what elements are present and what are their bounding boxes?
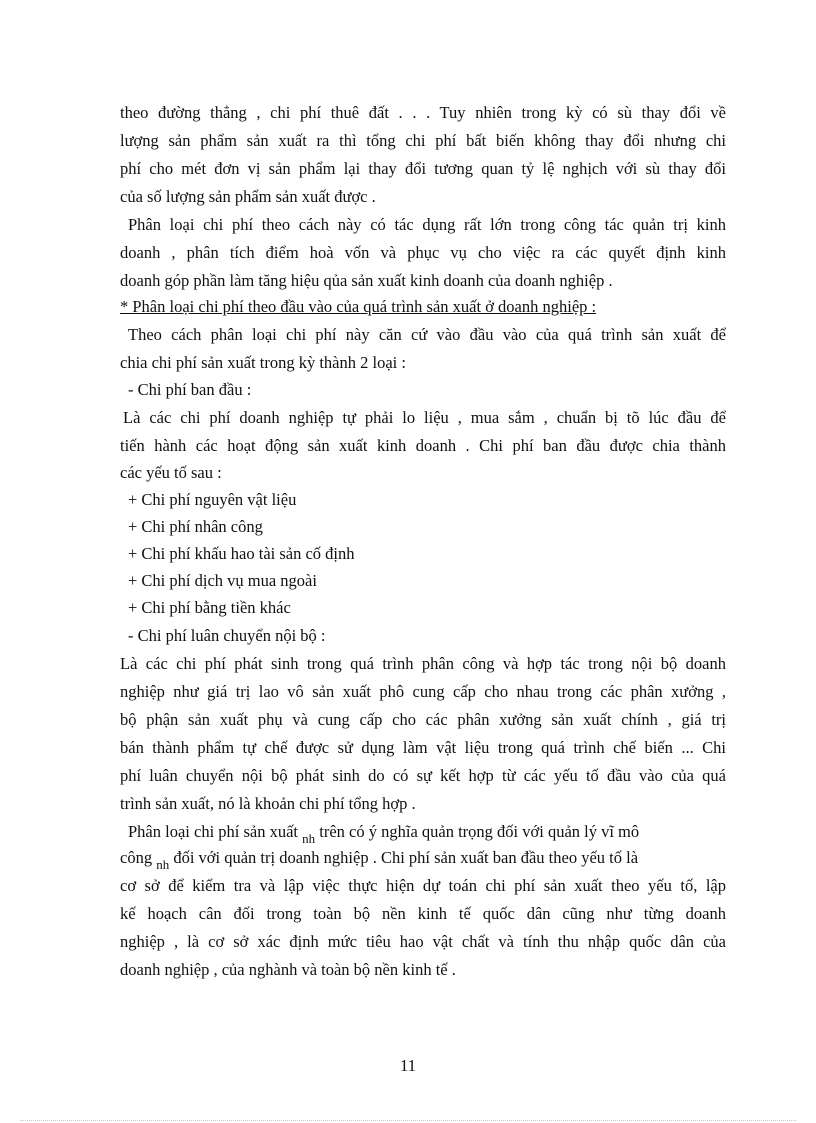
list-item: + Chi phí khấu hao tài sản cố định: [128, 544, 355, 563]
text-span: trên có ý nghĩa quản trọng đối với quản lý vĩ mô: [315, 822, 640, 841]
text-line: lượng sản phẩm sản xuất ra thì tổng chi phí bất biến không thay đổi nhưng chi: [120, 131, 726, 150]
list-item: + Chi phí nhân công: [128, 517, 263, 536]
text-line: Là các chi phí doanh nghiệp tự phải lo liệu , mua sắm , chuẩn bị tõ lúc đầu để: [123, 408, 726, 427]
list-item: + Chi phí nguyên vật liệu: [128, 490, 297, 509]
text-line: trình sản xuất, nó là khoản chi phí tổng hợp .: [120, 794, 416, 813]
page-number: 11: [399, 1056, 417, 1075]
text-line: Là các chi phí phát sinh trong quá trình phân công và hợp tác trong nội bộ doanh: [120, 654, 726, 673]
text-line: Theo cách phân loại chi phí này căn cứ vào đầu vào của quá trình sản xuất để: [128, 325, 726, 344]
list-heading: - Chi phí ban đầu :: [128, 380, 252, 399]
footer-divider: [20, 1120, 796, 1121]
text-line: doanh nghiệp , của nghành và toàn bộ nền kinh tế .: [120, 960, 456, 979]
text-line: phí luân chuyển nội bộ phát sinh do có sự kết hợp từ các yếu tố đầu vào của quá: [120, 766, 726, 785]
text-span: công: [120, 848, 153, 867]
text-line: nghiệp như giá trị lao vô sản xuất phô cung cấp cho nhau trong các phân xưởng ,: [120, 682, 726, 701]
text-line: doanh , phân tích điểm hoà vốn và phục vụ cho việc ra các quyết định kinh: [120, 243, 726, 262]
text-line: các yếu tố sau :: [120, 463, 222, 482]
text-line-with-subscript: [128, 818, 726, 845]
list-item: + Chi phí dịch vụ mua ngoài: [128, 571, 317, 590]
text-line: tiến hành các hoạt động sản xuất kinh doanh . Chi phí ban đầu được chia thành: [120, 436, 726, 455]
text-line: kế hoạch cân đối trong toàn bộ nền kinh tế quốc dân cũng như từng doanh: [120, 904, 726, 923]
text-line: cơ sở để kiểm tra và lập việc thực hiện dự toán chi phí sản xuất theo yếu tố, lập: [120, 876, 726, 895]
text-line: theo đường thẳng , chi phí thuê đất . . . Tuy nhiên trong kỳ có sù thay đổi về: [120, 103, 726, 122]
subscript: nh: [302, 831, 316, 846]
text-line: của số lượng sản phẩm sản xuất được .: [120, 187, 376, 206]
list-item: + Chi phí bằng tiền khác: [128, 598, 291, 617]
subscript: nh: [156, 857, 170, 872]
text-line: bộ phận sản xuất phụ và cung cấp cho các phân xưởng sản xuất chính , giá trị: [120, 710, 726, 729]
text-line: doanh góp phần làm tăng hiệu qủa sản xuất kinh doanh của doanh nghiệp .: [120, 271, 613, 290]
text-line: Phân loại chi phí theo cách này có tác dụng rất lớn trong công tác quản trị kinh: [128, 215, 726, 234]
text-span: Phân loại chi phí sản xuất: [128, 822, 299, 841]
text-line: phí cho mét đơn vị sản phẩm lại thay đổi tương quan tỷ lệ nghịch với sù thay đổi: [120, 159, 726, 178]
list-heading: - Chi phí luân chuyển nội bộ :: [128, 626, 326, 645]
text-span: đối với quản trị doanh nghiệp . Chi phí sản xuất ban đầu theo yếu tố là: [169, 848, 639, 867]
text-line: chia chi phí sản xuất trong kỳ thành 2 loại :: [120, 353, 406, 372]
section-heading: * Phân loại chi phí theo đầu vào của quá trình sản xuất ở doanh nghiệp :: [120, 297, 597, 316]
text-line: nghiệp , là cơ sở xác định mức tiêu hao vật chất và tính thu nhập quốc dân của: [120, 932, 726, 951]
text-line: bán thành phẩm tự chế được sử dụng làm vật liệu trong quá trình chế biến ... Chi: [120, 738, 726, 757]
text-line-with-subscript: [120, 844, 726, 871]
